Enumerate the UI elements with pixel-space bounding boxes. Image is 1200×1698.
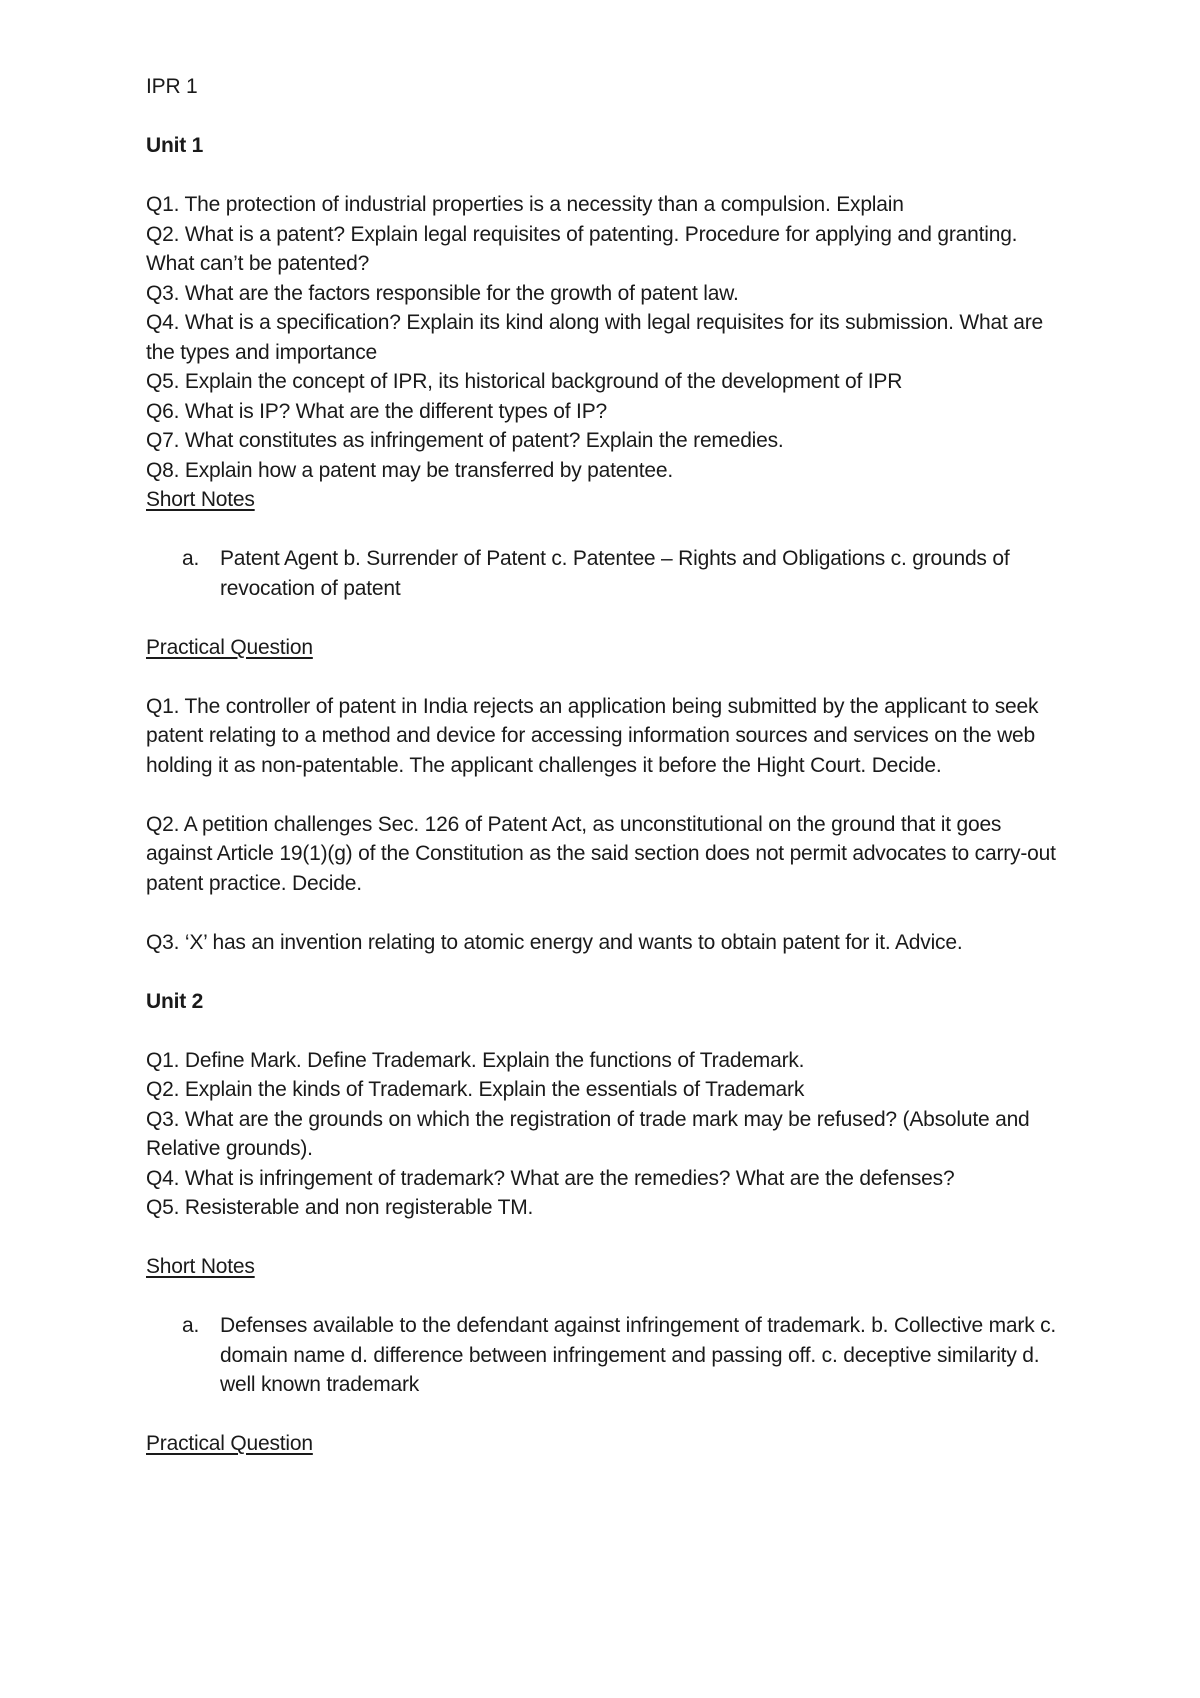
- unit2-heading: Unit 2: [146, 989, 204, 1013]
- unit2-practical-heading: Practical Question: [146, 1432, 313, 1455]
- unit1-practical-question-1: Q1. The controller of patent in India rejects an application being submitted by the applicant to seek patent relating to a method and device for accessing information sources and services on the web holding it as non-patentable. The applicant challenges it before the Hight Court. Decide.: [146, 694, 1039, 777]
- document-title: IPR 1: [146, 75, 198, 98]
- list-marker: a.: [182, 547, 200, 570]
- unit1-question-1: Q1. The protection of industrial properties is a necessity than a compulsion. Explain: [146, 193, 904, 216]
- unit1-short-notes-heading: Short Notes: [146, 488, 255, 511]
- unit2-question-3: Q3. What are the grounds on which the registration of trade mark may be refused? (Absolute and Relative grounds).: [146, 1107, 1030, 1160]
- unit1-practical-heading: Practical Question: [146, 635, 313, 659]
- unit1-short-notes-text: Patent Agent b. Surrender of Patent c. Patentee – Rights and Obligations c. grounds of revocation of patent: [220, 547, 1010, 600]
- unit1-short-notes-item: [146, 544, 1066, 603]
- unit1-question-5: Q5. Explain the concept of IPR, its historical background of the development of IPR: [146, 370, 903, 393]
- unit2-short-notes-text: Defenses available to the defendant against infringement of trademark. b. Collective mark c. domain name d. difference between infringement and passing off. c. deceptive similarity d. well known trademark: [220, 1314, 1057, 1396]
- document-body: [146, 72, 1066, 1459]
- unit1-question-7: Q7. What constitutes as infringement of patent? Explain the remedies.: [146, 429, 784, 452]
- unit1-heading: Unit 1: [146, 134, 204, 157]
- unit1-question-3: Q3. What are the factors responsible for the growth of patent law.: [146, 281, 739, 305]
- unit2-question-4: Q4. What is infringement of trademark? What are the remedies? What are the defenses?: [146, 1166, 955, 1190]
- unit1-question-8: Q8. Explain how a patent may be transferred by patentee.: [146, 458, 673, 482]
- unit2-question-5: Q5. Resisterable and non registerable TM.: [146, 1196, 534, 1219]
- list-marker: a.: [182, 1314, 200, 1337]
- unit1-practical-question-3: Q3. ‘X’ has an invention relating to atomic energy and wants to obtain patent for it. Advice.: [146, 930, 963, 954]
- unit1-question-2: Q2. What is a patent? Explain legal requisites of patenting. Procedure for applying and granting. What can’t be patented?: [146, 222, 1018, 275]
- unit1-practical-question-2: Q2. A petition challenges Sec. 126 of Patent Act, as unconstitutional on the ground that it goes against Article 19(1)(g) of the Constitution as the said section does not permit advocates to carry-out patent practice. Decide.: [146, 812, 1056, 895]
- unit1-question-6: Q6. What is IP? What are the different types of IP?: [146, 399, 607, 423]
- unit1-question-4: Q4. What is a specification? Explain its kind along with legal requisites for its submission. What are the types and importance: [146, 311, 1044, 364]
- unit2-question-2: Q2. Explain the kinds of Trademark. Explain the essentials of Trademark: [146, 1078, 805, 1101]
- unit2-question-1: Q1. Define Mark. Define Trademark. Explain the functions of Trademark.: [146, 1048, 805, 1072]
- unit2-short-notes-item: [146, 1311, 1066, 1400]
- unit2-short-notes-heading: Short Notes: [146, 1255, 255, 1278]
